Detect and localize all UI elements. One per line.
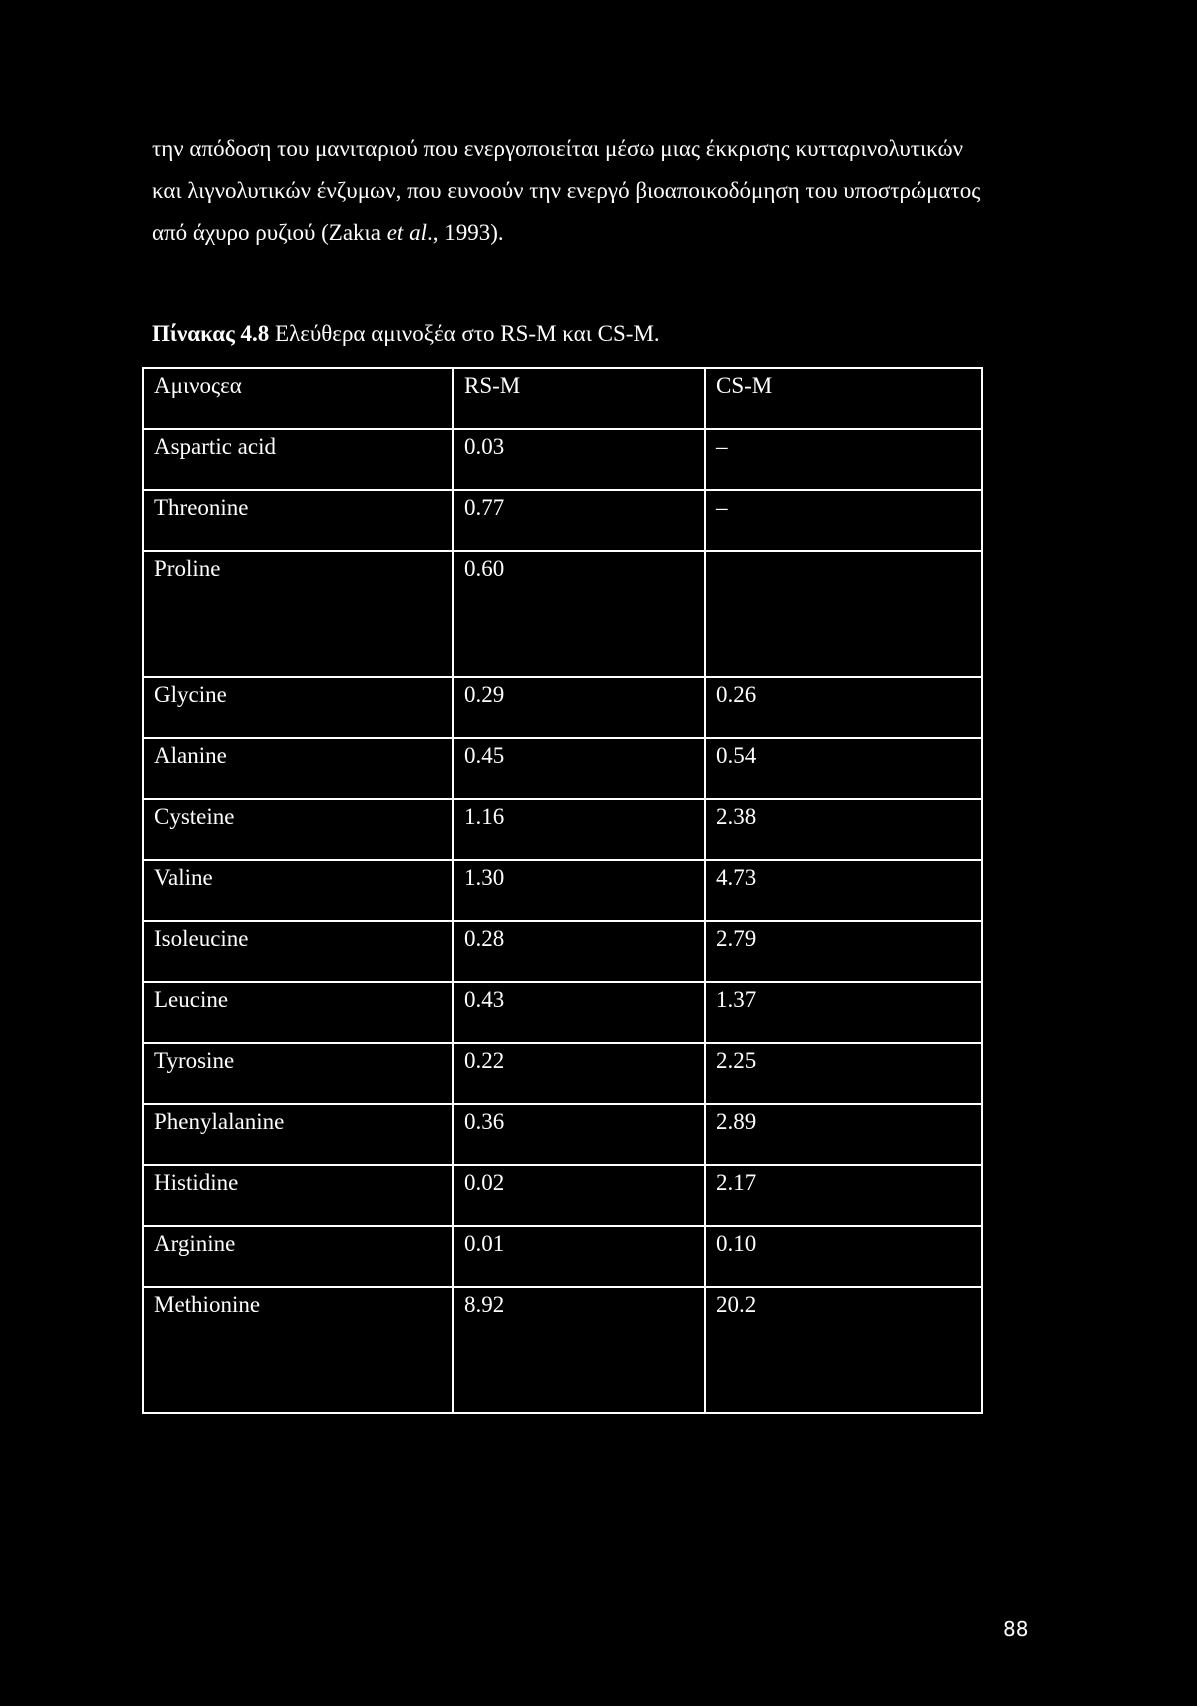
cell-cs-m: 0.10 bbox=[705, 1226, 982, 1287]
cell-rs-m: 0.77 bbox=[453, 490, 705, 551]
cell-rs-m: 0.03 bbox=[453, 429, 705, 490]
paragraph-line-3 bbox=[152, 212, 1052, 254]
cell-amino-acid: Aspartic acid bbox=[143, 429, 453, 490]
cell-rs-m: 0.22 bbox=[453, 1043, 705, 1104]
table-row bbox=[143, 677, 982, 738]
table-row bbox=[143, 1043, 982, 1104]
cell-amino-acid: Histidine bbox=[143, 1165, 453, 1226]
cell-rs-m: 0.45 bbox=[453, 738, 705, 799]
cell-cs-m: 2.25 bbox=[705, 1043, 982, 1104]
cell-cs-m: 0.26 bbox=[705, 677, 982, 738]
cell-amino-acid: Arginine bbox=[143, 1226, 453, 1287]
paragraph-line-2: και λιγνολυτικών ένζυμων, που ευνοούν την ενεργό βιοαποικοδόμηση του υποστρώματος bbox=[152, 178, 981, 203]
table-row bbox=[143, 1287, 982, 1413]
cell-rs-m: 0.60 bbox=[453, 551, 705, 677]
cell-rs-m: 0.36 bbox=[453, 1104, 705, 1165]
cell-amino-acid: Proline bbox=[143, 551, 453, 677]
header-amino-acid: Αμινοςεα bbox=[143, 368, 453, 429]
cell-rs-m: 0.01 bbox=[453, 1226, 705, 1287]
cell-amino-acid: Tyrosine bbox=[143, 1043, 453, 1104]
cell-rs-m: 1.16 bbox=[453, 799, 705, 860]
cell-amino-acid: Methionine bbox=[143, 1287, 453, 1413]
cell-amino-acid: Leucine bbox=[143, 982, 453, 1043]
paragraph-line-3-post: ., 1993). bbox=[426, 220, 504, 245]
cell-cs-m: 4.73 bbox=[705, 860, 982, 921]
cell-rs-m: 0.43 bbox=[453, 982, 705, 1043]
cell-cs-m: 2.79 bbox=[705, 921, 982, 982]
header-rs-m: RS-M bbox=[453, 368, 705, 429]
table-caption-text: Ελεύθερα αμινοξέα στο RS-M και CS-M. bbox=[269, 321, 660, 346]
table-row bbox=[143, 551, 982, 677]
cell-cs-m: 0.54 bbox=[705, 738, 982, 799]
table-caption bbox=[152, 321, 660, 347]
table-row bbox=[143, 921, 982, 982]
cell-amino-acid: Glycine bbox=[143, 677, 453, 738]
cell-amino-acid: Valine bbox=[143, 860, 453, 921]
cell-amino-acid: Cysteine bbox=[143, 799, 453, 860]
cell-rs-m: 0.28 bbox=[453, 921, 705, 982]
cell-rs-m: 0.02 bbox=[453, 1165, 705, 1226]
cell-cs-m bbox=[705, 551, 982, 677]
table-row bbox=[143, 490, 982, 551]
table-row bbox=[143, 799, 982, 860]
header-cs-m: CS-M bbox=[705, 368, 982, 429]
cell-amino-acid: Alanine bbox=[143, 738, 453, 799]
cell-rs-m: 1.30 bbox=[453, 860, 705, 921]
table-caption-label: Πίνακας 4.8 bbox=[152, 321, 270, 346]
page-number: 88 bbox=[1003, 1617, 1029, 1641]
cell-cs-m: 2.38 bbox=[705, 799, 982, 860]
table-header-row bbox=[143, 368, 982, 429]
table-row bbox=[143, 1104, 982, 1165]
paragraph-line-3-italic: et al bbox=[386, 220, 427, 245]
table-row bbox=[143, 738, 982, 799]
cell-rs-m: 0.29 bbox=[453, 677, 705, 738]
paragraph-line-3-pre: από άχυρο ρυζιού (Zakιa bbox=[152, 220, 387, 245]
cell-amino-acid: Phenylalanine bbox=[143, 1104, 453, 1165]
table-row bbox=[143, 1226, 982, 1287]
table-row bbox=[143, 860, 982, 921]
cell-cs-m: – bbox=[705, 490, 982, 551]
table-row bbox=[143, 429, 982, 490]
table-row bbox=[143, 982, 982, 1043]
cell-amino-acid: Isoleucine bbox=[143, 921, 453, 982]
cell-cs-m: 2.17 bbox=[705, 1165, 982, 1226]
body-paragraph bbox=[152, 128, 1052, 254]
amino-acid-table bbox=[142, 367, 983, 1414]
cell-cs-m: 20.2 bbox=[705, 1287, 982, 1413]
cell-amino-acid: Threonine bbox=[143, 490, 453, 551]
cell-rs-m: 8.92 bbox=[453, 1287, 705, 1413]
paragraph-line-1: την απόδοση του μανιταριού που ενεργοποιείται μέσω μιας έκκρισης κυτταρινολυτικών bbox=[152, 136, 964, 161]
table-row bbox=[143, 1165, 982, 1226]
cell-cs-m: 1.37 bbox=[705, 982, 982, 1043]
cell-cs-m: 2.89 bbox=[705, 1104, 982, 1165]
cell-cs-m: – bbox=[705, 429, 982, 490]
